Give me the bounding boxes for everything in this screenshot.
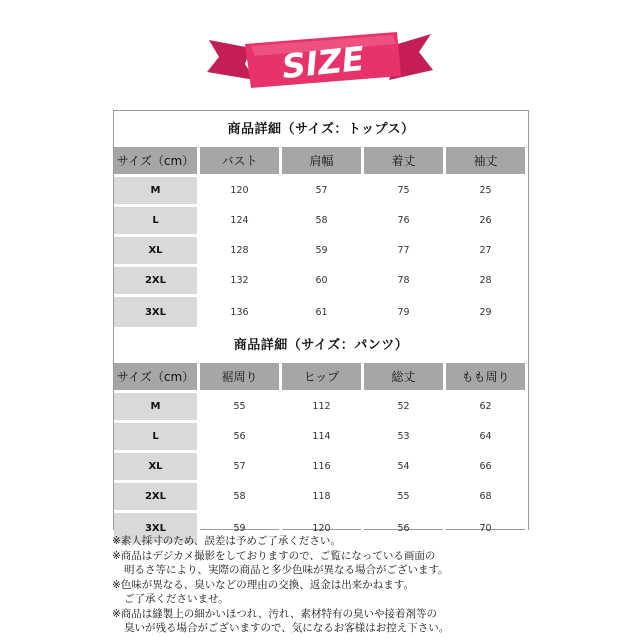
pants-header-cell: ヒップ	[282, 363, 364, 393]
tops-section-title: 商品詳細（サイズ：トップス）	[227, 122, 415, 137]
tops-size-label: L	[114, 207, 200, 237]
tops-size-label: XL	[114, 237, 200, 267]
pants-measurement-cell: 52	[364, 393, 446, 423]
tops-header-cell: バスト	[200, 147, 282, 177]
tops-table-row	[114, 267, 528, 297]
pants-measurement-cell: 66	[446, 453, 528, 483]
pants-measurement-cell: 120	[282, 513, 364, 543]
pants-measurement-cell: 118	[282, 483, 364, 513]
tops-measurement-cell: 77	[364, 237, 446, 267]
notes-block	[112, 534, 632, 636]
tops-size-label: M	[114, 177, 200, 207]
pants-size-label: 3XL	[114, 513, 200, 543]
pants-measurement-cell: 56	[364, 513, 446, 543]
pants-measurement-cell: 55	[364, 483, 446, 513]
tops-measurement-cell: 59	[282, 237, 364, 267]
pants-section-title: 商品詳細（サイズ：パンツ）	[233, 338, 409, 353]
pants-table-row	[114, 423, 528, 453]
tops-table-row	[114, 207, 528, 237]
pants-measurement-cell: 55	[200, 393, 282, 423]
pants-table-body	[114, 393, 528, 543]
tops-measurement-cell: 25	[446, 177, 528, 207]
pants-measurement-cell: 54	[364, 453, 446, 483]
note-line: 明るさ等により、実際の商品と多少色味が異なる場合がございます。	[124, 564, 449, 576]
pants-header-cell: サイズ（cm）	[114, 363, 200, 393]
tops-measurement-cell: 29	[446, 297, 528, 327]
tops-table-row	[114, 297, 528, 327]
pants-table-row	[114, 393, 528, 423]
pants-size-label: XL	[114, 453, 200, 483]
tops-table-row	[114, 237, 528, 267]
pants-measurement-cell: 116	[282, 453, 364, 483]
pants-size-table	[114, 363, 528, 543]
pants-measurement-cell: 56	[200, 423, 282, 453]
banner-text: SIZE	[279, 38, 367, 87]
tops-measurement-cell: 60	[282, 267, 364, 297]
tops-size-table	[114, 147, 528, 327]
pants-header-row	[114, 363, 528, 393]
tops-measurement-cell: 136	[200, 297, 282, 327]
pants-measurement-cell: 114	[282, 423, 364, 453]
note-line: ※商品は縫製上の細かいほつれ、汚れ、素材特有の臭いや接着剤等の	[112, 607, 438, 620]
tops-measurement-cell: 61	[282, 297, 364, 327]
note-line: 臭いが残る場合がございますので、気になるお客様はお控え下さい。	[124, 622, 450, 634]
tops-measurement-cell: 132	[200, 267, 282, 297]
tops-measurement-cell: 124	[200, 207, 282, 237]
pants-header-cell: 裾周り	[200, 363, 282, 393]
tops-header-cell: 着丈	[364, 147, 446, 177]
pants-table-row	[114, 483, 528, 513]
tops-header-row	[114, 147, 528, 177]
size-banner	[205, 30, 435, 94]
pants-size-label: 2XL	[114, 483, 200, 513]
tops-table-row	[114, 177, 528, 207]
pants-header-cell: 総丈	[364, 363, 446, 393]
tops-measurement-cell: 79	[364, 297, 446, 327]
pants-measurement-cell: 62	[446, 393, 528, 423]
tops-measurement-cell: 28	[446, 267, 528, 297]
pants-measurement-cell: 112	[282, 393, 364, 423]
pants-measurement-cell: 68	[446, 483, 528, 513]
tops-size-label: 3XL	[114, 297, 200, 327]
tops-header-cell: 肩幅	[282, 147, 364, 177]
tops-table-body	[114, 177, 528, 327]
size-chart-card	[113, 110, 529, 534]
pants-size-label: L	[114, 423, 200, 453]
pants-measurement-cell: 64	[446, 423, 528, 453]
pants-size-label: M	[114, 393, 200, 423]
tops-measurement-cell: 58	[282, 207, 364, 237]
tops-measurement-cell: 75	[364, 177, 446, 207]
tops-header-cell: 袖丈	[446, 147, 528, 177]
pants-measurement-cell: 53	[364, 423, 446, 453]
tops-measurement-cell: 26	[446, 207, 528, 237]
tops-measurement-cell: 78	[364, 267, 446, 297]
note-line: ※商品はデジカメ撮影をしておりますので、ご覧になっている画面の	[112, 549, 436, 562]
tops-measurement-cell: 76	[364, 207, 446, 237]
note-line: ご了承くださいませ。	[124, 593, 229, 605]
tops-measurement-cell: 120	[200, 177, 282, 207]
tops-header-cell: サイズ（cm）	[114, 147, 200, 177]
tops-size-label: 2XL	[114, 267, 200, 297]
pants-measurement-cell: 58	[200, 483, 282, 513]
pants-measurement-cell: 70	[446, 513, 528, 543]
note-line: ※色味が異なる、臭いなどの理由の交換、返金は出来かねます。	[112, 578, 414, 591]
note-line: ※素人採寸のため、誤差は予めご了承ください。	[112, 535, 341, 547]
pants-table-row	[114, 453, 528, 483]
pants-measurement-cell: 57	[200, 453, 282, 483]
pants-measurement-cell: 59	[200, 513, 282, 543]
tops-measurement-cell: 27	[446, 237, 528, 267]
tops-measurement-cell: 128	[200, 237, 282, 267]
tops-measurement-cell: 57	[282, 177, 364, 207]
pants-header-cell: もも周り	[446, 363, 528, 393]
